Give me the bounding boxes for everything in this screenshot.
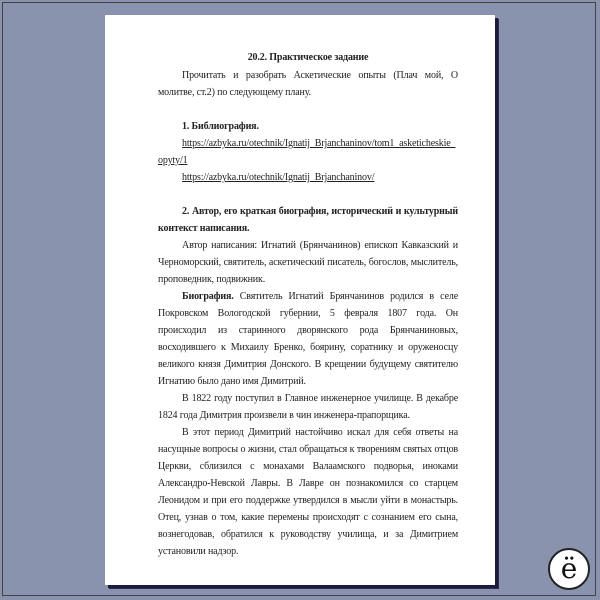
- biography-text: Святитель Игнатий Брянчанинов родился в селе Покровском Вологодской губернии, 5 февраля 1807 года. Он происходил из старинного дворянского рода Брянчаниновых, восходившего к Михаилу Бренко, боярину, соратнику и оруженосцу великого князя Димитрия Донского. В крещении будущему святителю Игнатию было дано имя Димитрий.: [158, 291, 458, 387]
- bibliography-heading: 1. Библиография.: [182, 121, 259, 132]
- yo-letter-logo-icon: [548, 548, 590, 590]
- bibliography-link-2-paragraph: [158, 169, 458, 186]
- spacer: [158, 101, 458, 118]
- bibliography-link-2[interactable]: https://azbyka.ru/otechnik/Ignatij_Brjanchaninov/: [182, 172, 375, 183]
- bibliography-link-1[interactable]: https://azbyka.ru/otechnik/Ignatij_Brjanchaninov/tom1_asketicheskie_opyty/1: [158, 138, 456, 166]
- intro-paragraph: Прочитать и разобрать Аскетические опыты (Плач мой, О молитве, ст.2) по следующему плану.: [158, 70, 458, 98]
- author-heading: 2. Автор, его краткая биография, исторический и культурный контекст написания.: [158, 206, 458, 234]
- logo-glyph: ё: [560, 552, 578, 585]
- spacer: [158, 186, 458, 203]
- school-paragraph: В 1822 году поступил в Главное инженерное училище. В декабре 1824 года Димитрия произвели в чин инженера-прапорщика.: [158, 393, 458, 421]
- author-paragraph: Автор написания: Игнатий (Брянчанинов) епископ Кавказский и Черноморский, святитель, аскетический писатель, богослов, мыслитель, проповедник, подвижник.: [158, 240, 458, 285]
- bibliography-link-1-paragraph: [158, 135, 458, 169]
- document-content: [158, 49, 458, 560]
- document-title: 20.2. Практическое задание: [247, 52, 369, 63]
- biography-label: Биография.: [182, 291, 234, 302]
- document-page: [105, 15, 495, 585]
- period-paragraph: В этот период Димитрий настойчиво искал для себя ответы на насущные вопросы о жизни, стал обращаться к творениям святых отцов Церкви, сблизился с монахами Валаамского подворья, иноками Александро-Невской Лавры. В Лавре он познакомился со старцем Леонидом и при его поддержке утвердился в мысли уйти в монастырь. Отец, узнав о том, какие перемены происходят с сознанием его сына, вознегодовав, обратился к руководству училища, и за Димитрием установили надзор.: [158, 427, 458, 557]
- biography-paragraph: [158, 288, 458, 390]
